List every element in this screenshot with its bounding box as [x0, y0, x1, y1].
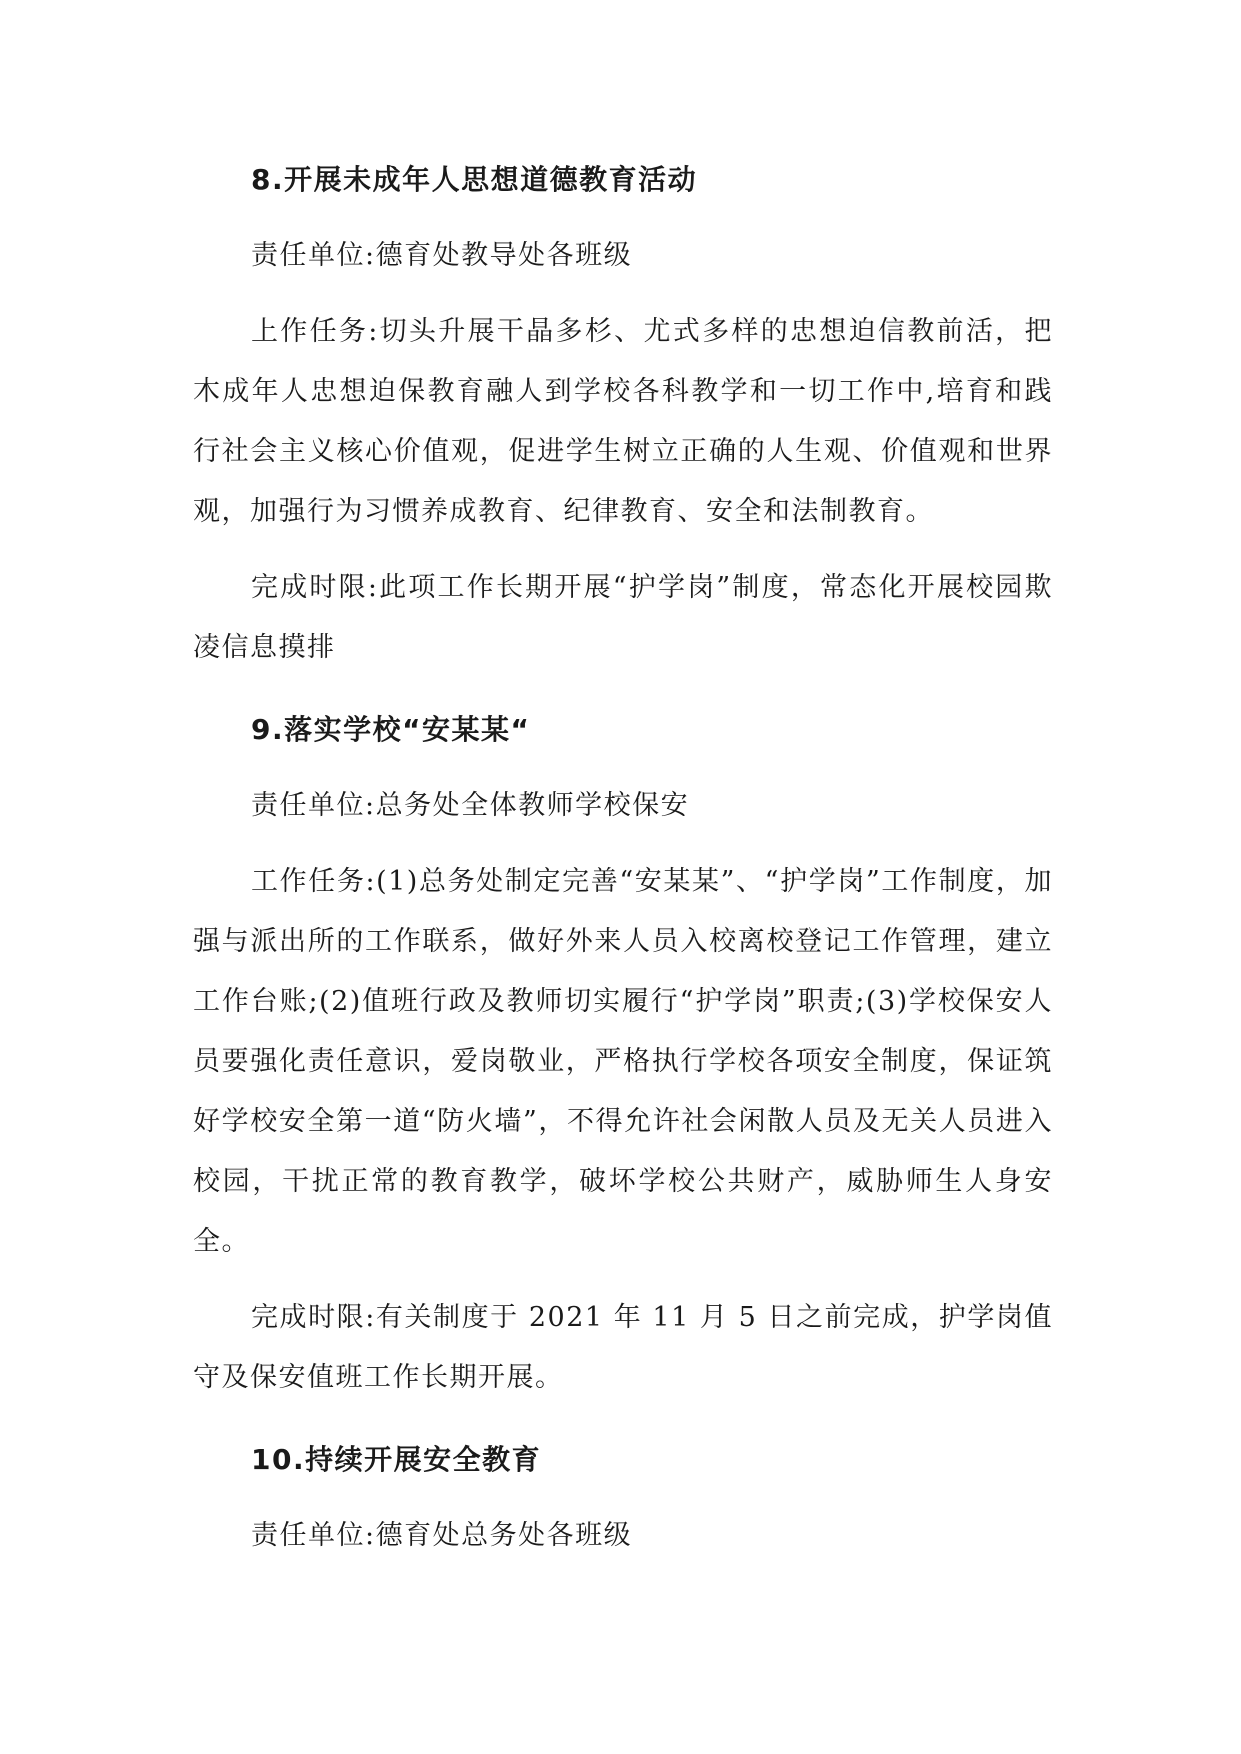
section-10-heading: 10.持续开展安全教育	[251, 1443, 542, 1476]
section-9-task: 工作任务:(1)总务处制定完善“安某某”、“护学岗”工作制度，加强与派出所的工作联系，做好外来人员入校离校登记工作管理，建立工作台账;(2)值班行政及教师切实履行“护学岗”职责;(3)学校保安人员要强化责任意识，爱岗敬业，严格执行学校各项安全制度，保证筑好学校安全第一道“防火墙”，不得允许社会闲散人员及无关人员进入校园，干扰正常的教育教学，破坏学校公共财产，威胁师生人身安全。	[193, 866, 1053, 1257]
section-8-responsible: 责任单位:德育处教导处各班级	[251, 240, 633, 271]
section-8-heading: 8.开展未成年人思想道德教育活动	[251, 163, 698, 196]
section-9-heading: 9.落实学校“安某某“	[251, 713, 531, 746]
section-10-responsible: 责任单位:德育处总务处各班级	[251, 1520, 633, 1551]
section-8-task: 上作任务:切头升展干晶多杉、尤式多样的忠想迫信教前活，把木成年人忠想迫保教育融人到学校各科教学和一切工作中,培育和践行社会主义核心价值观，促进学生树立正确的人生观、价值观和世界观，加强行为习惯养成教育、纪律教育、安全和法制教育。	[193, 316, 1053, 527]
section-8-deadline: 完成时限:此项工作长期开展“护学岗”制度，常态化开展校园欺凌信息摸排	[193, 572, 1053, 663]
section-9-deadline: 完成时限:有关制度于 2021 年 11 月 5 日之前完成，护学岗值守及保安值班工作长期开展。	[193, 1302, 1053, 1393]
section-9-responsible: 责任单位:总务处全体教师学校保安	[251, 790, 690, 821]
document-page	[193, 150, 1053, 1566]
